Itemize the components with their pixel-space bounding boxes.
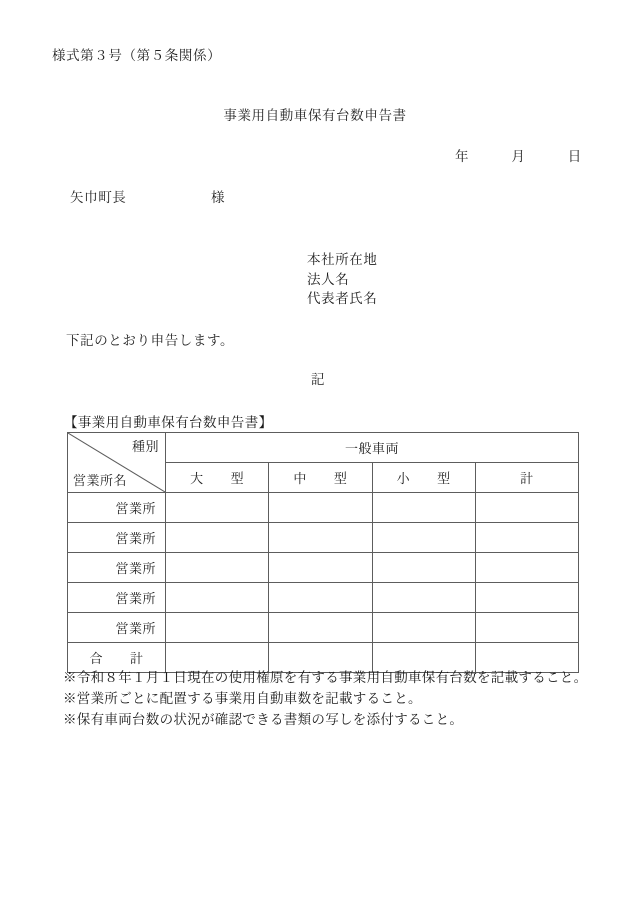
corporation-name-label: 法人名: [307, 271, 350, 288]
table-row: [68, 583, 579, 613]
footnote-3: ※保有車両台数の状況が確認できる書類の写しを添付すること。: [63, 712, 464, 728]
cell-office-2-medium[interactable]: [269, 523, 372, 553]
declaration-text: 下記のとおり申告します。: [66, 333, 235, 349]
cell-office-4-medium[interactable]: [269, 583, 372, 613]
page-title: 事業用自動車保有台数申告書: [223, 108, 407, 124]
table-row: [68, 523, 579, 553]
cell-office-4-total[interactable]: [475, 583, 578, 613]
cell-office-4-large[interactable]: [166, 583, 269, 613]
table-row: [68, 493, 579, 523]
cell-office-1-medium[interactable]: [269, 493, 372, 523]
representative-name-label: 代表者氏名: [307, 291, 378, 307]
cell-office-5-medium[interactable]: [269, 613, 372, 643]
cell-office-5-total[interactable]: [475, 613, 578, 643]
vehicle-count-table: [67, 432, 579, 673]
row-label-office-3: 営業所: [68, 553, 166, 583]
corner-office-label: 営業所名: [73, 474, 128, 489]
cell-office-1-total[interactable]: [475, 493, 578, 523]
form-number: 様式第３号（第５条関係）: [52, 48, 222, 64]
cell-office-3-total[interactable]: [475, 553, 578, 583]
table-row: [68, 553, 579, 583]
row-label-office-2: 営業所: [68, 523, 166, 553]
table-group-header: 一般車両: [166, 433, 579, 463]
row-label-total: 合 計: [68, 643, 166, 673]
table-corner-cell: [68, 433, 166, 493]
column-header-large: 大 型: [166, 463, 269, 493]
column-header-total: 計: [475, 463, 578, 493]
addressee-line: 矢巾町長 様: [70, 190, 226, 206]
cell-office-3-medium[interactable]: [269, 553, 372, 583]
date-line: 年 月 日: [455, 149, 582, 165]
applicant-block: [307, 251, 378, 310]
row-label-office-4: 営業所: [68, 583, 166, 613]
footnotes: [63, 668, 611, 731]
row-label-office-5: 営業所: [68, 613, 166, 643]
cell-office-5-small[interactable]: [372, 613, 475, 643]
cell-office-1-large[interactable]: [166, 493, 269, 523]
cell-office-2-large[interactable]: [166, 523, 269, 553]
cell-office-5-large[interactable]: [166, 613, 269, 643]
table-header-row-group: [68, 433, 579, 463]
ki-mark: 記: [310, 372, 326, 388]
column-header-small: 小 型: [372, 463, 475, 493]
table-row: [68, 613, 579, 643]
cell-office-2-small[interactable]: [372, 523, 475, 553]
cell-office-4-small[interactable]: [372, 583, 475, 613]
corner-type-label: 種別: [131, 440, 159, 455]
row-label-office-1: 営業所: [68, 493, 166, 523]
footnote-2: ※営業所ごとに配置する事業用自動車数を記載すること。: [63, 691, 422, 707]
cell-office-3-small[interactable]: [372, 553, 475, 583]
cell-office-2-total[interactable]: [475, 523, 578, 553]
footnote-1: ※令和８年１月１日現在の使用権原を有する事業用自動車保有台数を記載すること。: [63, 670, 588, 686]
table-caption: 【事業用自動車保有台数申告書】: [64, 415, 273, 431]
head-office-address-label: 本社所在地: [307, 252, 378, 268]
column-header-medium: 中 型: [269, 463, 372, 493]
cell-office-3-large[interactable]: [166, 553, 269, 583]
vehicle-count-table-wrapper: [67, 432, 578, 673]
cell-office-1-small[interactable]: [372, 493, 475, 523]
